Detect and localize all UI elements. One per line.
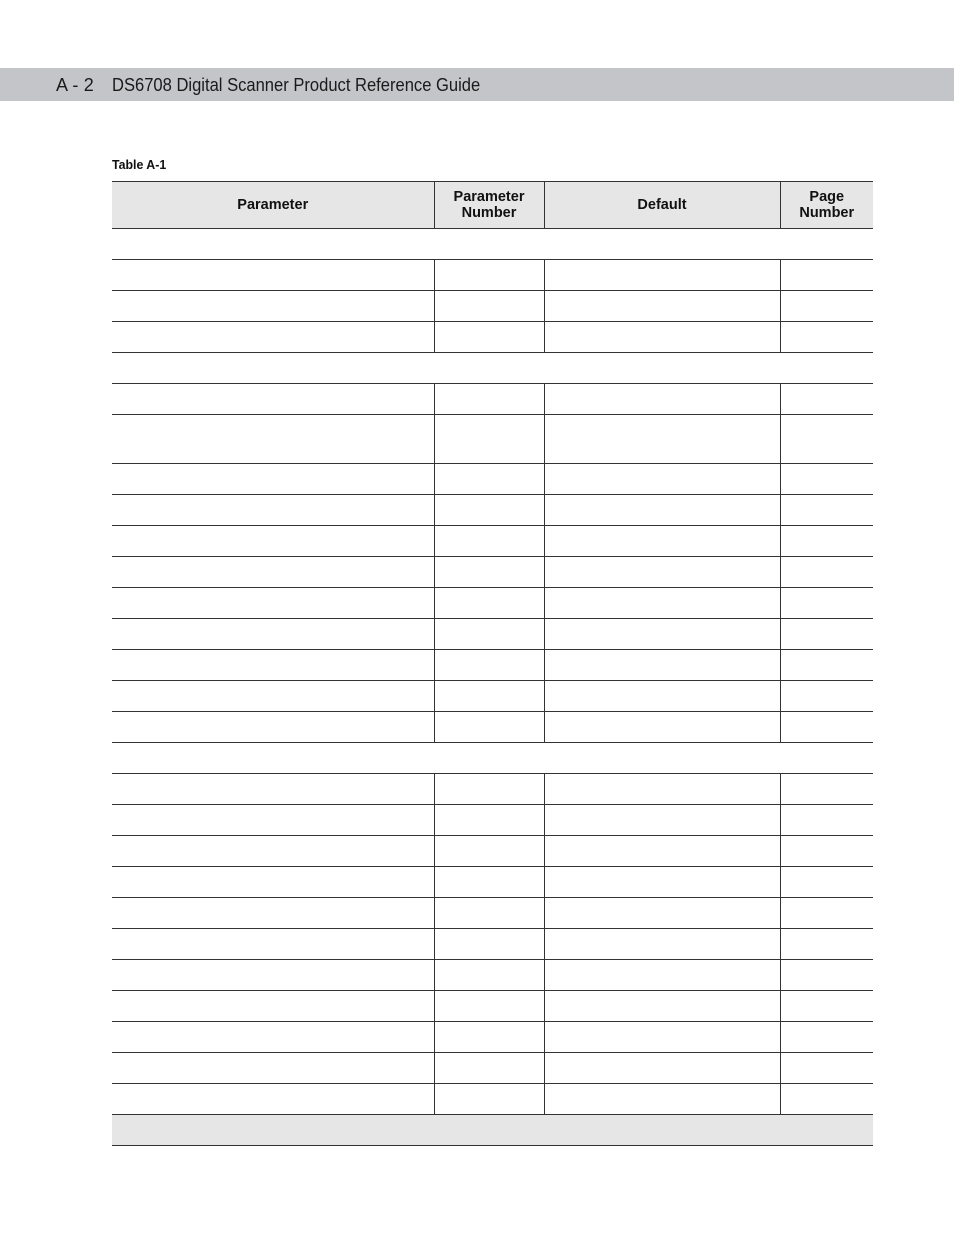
table-row [112,867,873,898]
table-row [112,991,873,1022]
table-row [112,464,873,495]
table-row [112,1053,873,1084]
table-row [112,774,873,805]
table-row [112,291,873,322]
parameter-defaults-table [112,181,873,1146]
table-row [112,960,873,991]
page-header [0,68,954,101]
table-row [112,929,873,960]
column-header-page-number: Page Number [780,182,873,229]
page-number: A - 2 [56,75,95,95]
column-header-parameter-number: Parameter Number [434,182,544,229]
table-caption: Table A-1 [112,157,167,172]
table-header-row [112,182,873,229]
table-row [112,526,873,557]
table-row [112,557,873,588]
table-row [112,1084,873,1115]
table-row [112,898,873,929]
table-row [112,260,873,291]
column-header-parameter: Parameter [112,182,434,229]
table-row [112,712,873,743]
section-row [112,353,873,384]
table-row [112,322,873,353]
document-title: DS6708 Digital Scanner Product Reference Guide [112,75,481,95]
section-row-footer [112,1115,873,1146]
table-row [112,681,873,712]
table-row [112,495,873,526]
table-row [112,619,873,650]
table-row [112,588,873,619]
table-row [112,650,873,681]
section-row [112,743,873,774]
column-header-default: Default [544,182,780,229]
table-row [112,415,873,464]
table-row [112,1022,873,1053]
section-row [112,229,873,260]
table-row [112,384,873,415]
table-row [112,805,873,836]
table-row [112,836,873,867]
